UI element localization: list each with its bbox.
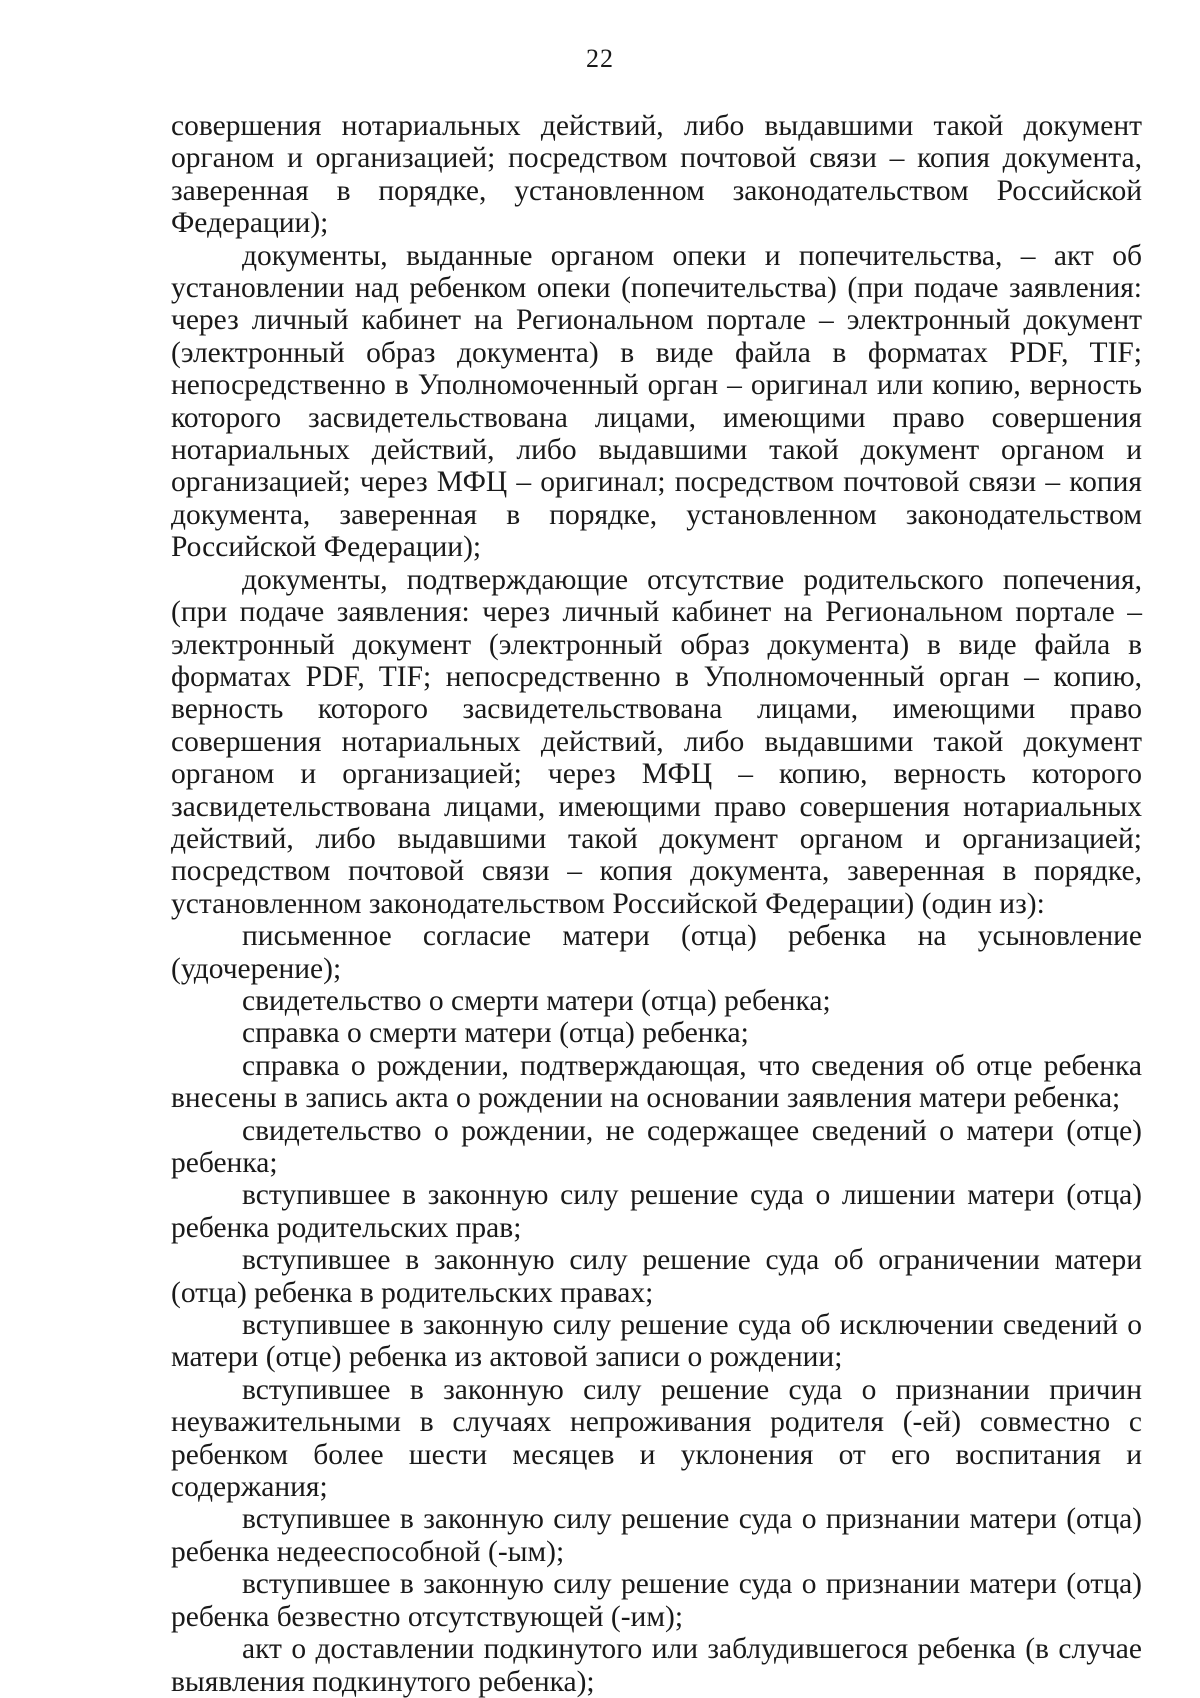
- paragraph: документы, выданные органом опеки и попечительства, – акт об установлении над ребенком опеки (попечительства) (при подаче заявления: через личный кабинет на Региональном портале – электронный документ (электронный образ документа) в виде файла в форматах PDF, TIF; непосредственно в Уполномоченный орган – оригинал или копию, верность которого засвидетельствована лицами, имеющими право совершения нотариальных действий, либо выдавшими такой документ органом и организацией; через МФЦ – оригинал; посредством почтовой связи – копия документа, заверенная в порядке, установленном законодательством Российской Федерации);: [171, 239, 1142, 564]
- list-item: вступившее в законную силу решение суда о признании матери (отца) ребенка недееспособной (-ым);: [171, 1503, 1142, 1568]
- list-item: письменное согласие матери (отца) ребенка на усыновление (удочерение);: [171, 920, 1142, 985]
- list-item: вступившее в законную силу решение суда о признании матери (отца) ребенка безвестно отсутствующей (-им);: [171, 1568, 1142, 1633]
- list-item: справка о рождении, подтверждающая, что сведения об отце ребенка внесены в запись акта о рождении на основании заявления матери ребенка;: [171, 1049, 1142, 1115]
- list-item: свидетельство о рождении, не содержащее сведений о матери (отце) ребенка;: [171, 1114, 1142, 1179]
- page-number: 22: [586, 44, 614, 73]
- paragraph: совершения нотариальных действий, либо выдавшими такой документ органом и организацией; посредством почтовой связи – копия документа, заверенная в порядке, установленном законодательством Российской Федерации);: [171, 110, 1142, 240]
- list-item: свидетельство о смерти матери (отца) ребенка;: [242, 984, 831, 1017]
- paragraph: документы, подтверждающие отсутствие родительского попечения, (при подаче заявления: через личный кабинет на Региональном портале – электронный документ (электронный образ документа) в виде файла в форматах PDF, TIF; непосредственно в Уполномоченный орган – копию, верность которого засвидетельствована лицами, имеющими право совершения нотариальных действий, либо выдавшими такой документ органом и организацией; через МФЦ – копию, верность которого засвидетельствована лицами, имеющими право совершения нотариальных действий, либо выдавшими такой документ органом и организацией; посредством почтовой связи – копия документа, заверенная в порядке, установленном законодательством Российской Федерации) (один из):: [171, 563, 1142, 920]
- document-body: [171, 110, 1142, 1698]
- list-item: справка о смерти матери (отца) ребенка;: [242, 1017, 749, 1050]
- list-item: акт о доставлении подкинутого или заблудившегося ребенка (в случае выявления подкинутого ребенка);: [171, 1633, 1142, 1698]
- list-item: вступившее в законную силу решение суда о признании причин неуважительными в случаях непроживания родителя (-ей) совместно с ребенком более шести месяцев и уклонения от его воспитания и содержания;: [171, 1373, 1142, 1504]
- list-item: вступившее в законную силу решение суда о лишении матери (отца) ребенка родительских прав;: [171, 1179, 1142, 1244]
- list-item: вступившее в законную силу решение суда об исключении сведений о матери (отце) ребенка из актовой записи о рождении;: [171, 1309, 1142, 1374]
- list-item: вступившее в законную силу решение суда об ограничении матери (отца) ребенка в родительских правах;: [171, 1244, 1142, 1309]
